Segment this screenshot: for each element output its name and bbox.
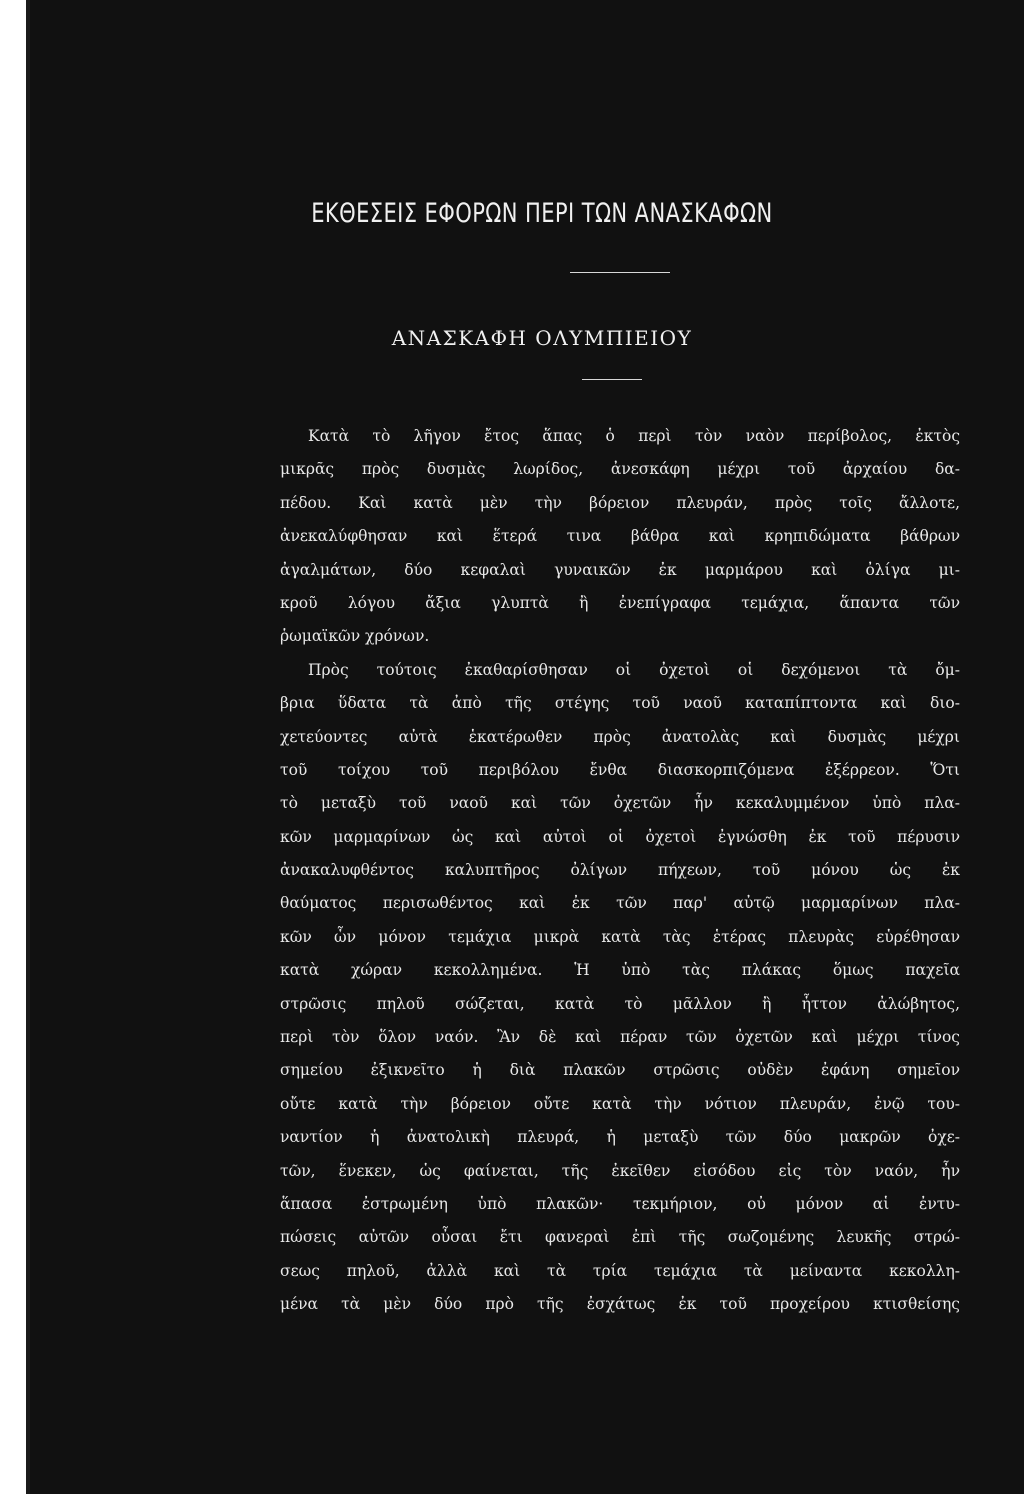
- text-line: ἀνακαλυφθέντος καλυπτῆρος ὀλίγων πήχεων, τοῦ μόνου ὡς ἐκ: [280, 861, 960, 880]
- text-line: πέδου. Καὶ κατὰ μὲν τὴν βόρειον πλευράν, πρὸς τοῖς ἄλλοτε,: [280, 493, 960, 512]
- text-line: ἀνεκαλύφθησαν καὶ ἕτερά τινα βάθρα καὶ κρηπιδώματα βάθρων: [280, 527, 960, 546]
- text-line: Κατὰ τὸ λῆγον ἔτος ἅπας ὁ περὶ τὸν ναὸν περίβολος, ἐκτὸς: [308, 427, 960, 445]
- text-line: τοῦ τοίχου τοῦ περιβόλου ἔνθα διασκορπιζόμενα ἐξέρρεον. Ὅτι: [280, 760, 960, 779]
- page-left-margin: [0, 0, 26, 1494]
- text-line: κῶν ὧν μόνον τεμάχια μικρὰ κατὰ τὰς ἑτέρας πλευρὰς εὑρέθησαν: [280, 927, 960, 946]
- text-line: μικρᾶς πρὸς δυσμὰς λωρίδος, ἀνεσκάφη μέχρι τοῦ ἀρχαίου δα-: [280, 460, 960, 479]
- scanned-page: [30, 0, 1024, 1494]
- section-divider: [582, 379, 642, 380]
- text-line: τὸ μεταξὺ τοῦ ναοῦ καὶ τῶν ὀχετῶν ἦν κεκαλυμμένον ὑπὸ πλα-: [280, 794, 960, 813]
- text-line: στρῶσις πηλοῦ σώζεται, κατὰ τὸ μᾶλλον ἢ ἧττον ἀλώβητος,: [280, 994, 960, 1013]
- section-title: ΑΝΑΣΚΑΦΗ ΟΛΥΜΠΙΕΙΟΥ: [391, 326, 693, 350]
- text-line: οὔτε κατὰ τὴν βόρειον οὔτε κατὰ τὴν νότιον πλευράν, ἐνῷ του-: [280, 1094, 960, 1113]
- text-line: σεως πηλοῦ, ἀλλὰ καὶ τὰ τρία τεμάχια τὰ μείναντα κεκολλη-: [280, 1261, 960, 1280]
- text-line: ῥωμαϊκῶν χρόνων.: [280, 627, 430, 646]
- running-head: ΕΚΘΕΣΕΙΣ ΕΦΟΡΩΝ ΠΕΡΙ ΤΩΝ ΑΝΑΣΚΑΦΩΝ: [311, 198, 773, 229]
- text-line: ἅπασα ἐστρωμένη ὑπὸ πλακῶν· τεκμήριον, οὐ μόνον αἱ ἐντυ-: [280, 1194, 960, 1213]
- text-line: θαύματος περισωθέντος καὶ ἐκ τῶν παρ' αὐτῷ μαρμαρίνων πλα-: [280, 894, 960, 913]
- text-line: χετεύοντες αὐτὰ ἑκατέρωθεν πρὸς ἀνατολὰς καὶ δυσμὰς μέχρι: [280, 727, 960, 746]
- text-line: σημείου ἐξικνεῖτο ἡ διὰ πλακῶν στρῶσις οὐδὲν ἐφάνη σημεῖον: [280, 1061, 960, 1080]
- body-text: [280, 420, 960, 1322]
- text-line: βρια ὕδατα τὰ ἀπὸ τῆς στέγης τοῦ ναοῦ καταπίπτοντα καὶ διο-: [280, 694, 960, 713]
- text-line: πώσεις αὐτῶν οὖσαι ἔτι φανεραὶ ἐπὶ τῆς σωζομένης λευκῆς στρώ-: [280, 1228, 960, 1247]
- text-line: τῶν, ἕνεκεν, ὡς φαίνεται, τῆς ἐκεῖθεν εἰσόδου εἰς τὸν ναόν, ἦν: [280, 1161, 960, 1180]
- text-line: Πρὸς τούτοις ἐκαθαρίσθησαν οἱ ὀχετοὶ οἱ δεχόμενοι τὰ ὄμ-: [308, 660, 960, 679]
- text-line: κατὰ χώραν κεκολλημένα. Ἡ ὑπὸ τὰς πλάκας ὅμως παχεῖα: [280, 961, 960, 980]
- text-line: μένα τὰ μὲν δύο πρὸ τῆς ἐσχάτως ἐκ τοῦ προχείρου κτισθείσης: [280, 1295, 960, 1314]
- text-line: κῶν μαρμαρίνων ὡς καὶ αὐτοὶ οἱ ὀχετοὶ ἐγνώσθη ἐκ τοῦ πέρυσιν: [280, 827, 960, 846]
- text-line: ναντίον ἡ ἀνατολικὴ πλευρά, ἡ μεταξὺ τῶν δύο μακρῶν ὀχε-: [280, 1128, 960, 1147]
- header-divider: [570, 272, 670, 273]
- text-line: ἀγαλμάτων, δύο κεφαλαὶ γυναικῶν ἐκ μαρμάρου καὶ ὀλίγα μι-: [280, 560, 960, 579]
- text-line: περὶ τὸν ὅλον ναόν. Ἂν δὲ καὶ πέραν τῶν ὀχετῶν καὶ μέχρι τίνος: [280, 1028, 960, 1047]
- text-line: κροῦ λόγου ἄξια γλυπτὰ ἢ ἐνεπίγραφα τεμάχια, ἅπαντα τῶν: [280, 593, 960, 612]
